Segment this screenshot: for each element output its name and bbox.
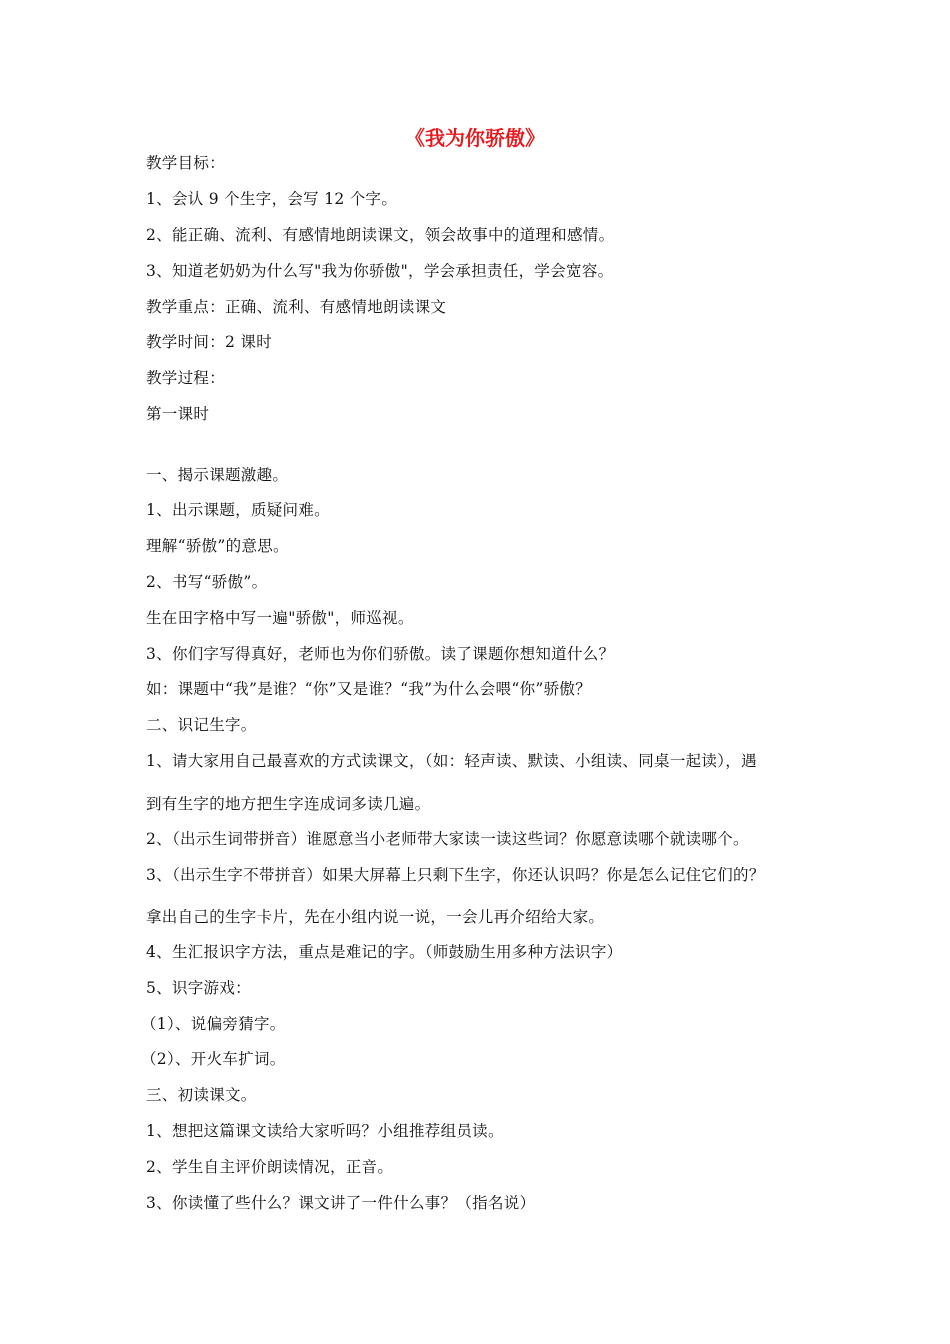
document-title: 《我为你骄傲》 bbox=[405, 126, 545, 150]
text-line: 2、书写“骄傲”。 bbox=[146, 573, 268, 591]
text-line: 3、你们字写得真好，老师也为你们骄傲。读了课题你想知道什么？ bbox=[146, 645, 615, 663]
text-line: 1、会认 9 个生字，会写 12 个字。 bbox=[146, 190, 398, 208]
text-line: （2）、开火车扩词。 bbox=[141, 1050, 286, 1068]
text-line: 3、你读懂了些什么？课文讲了一件什么事？（指名说） bbox=[146, 1194, 536, 1212]
text-line: 三、初读课文。 bbox=[146, 1086, 257, 1104]
text-line: 教学目标： bbox=[146, 154, 226, 172]
text-line: 到有生字的地方把生字连成词多读几遍。 bbox=[146, 795, 431, 813]
text-line: 2、能正确、流利、有感情地朗读课文，领会故事中的道理和感情。 bbox=[146, 226, 615, 244]
text-line: 5、识字游戏： bbox=[146, 979, 251, 997]
text-line: 1、出示课题，质疑问难。 bbox=[146, 501, 330, 519]
text-line: 2、（出示生词带拼音）谁愿意当小老师带大家读一读这些词？你愿意读哪个就读哪个。 bbox=[146, 830, 749, 848]
text-line: 一、揭示课题激趣。 bbox=[146, 466, 289, 484]
text-line: 理解“骄傲”的意思。 bbox=[146, 537, 289, 555]
text-line: 第一课时 bbox=[146, 405, 210, 423]
text-line: 教学时间：2 课时 bbox=[146, 333, 272, 351]
text-line: 3、知道老奶奶为什么写"我为你骄傲"，学会承担责任，学会宽容。 bbox=[146, 262, 614, 280]
text-line: 2、学生自主评价朗读情况，正音。 bbox=[146, 1158, 394, 1176]
text-line: （1）、说偏旁猜字。 bbox=[141, 1015, 286, 1033]
text-line: 4、生汇报识字方法，重点是难记的字。（师鼓励生用多种方法识字） bbox=[146, 943, 623, 961]
text-line: 生在田字格中写一遍"骄傲"，师巡视。 bbox=[146, 609, 414, 627]
text-line: 教学过程： bbox=[146, 369, 226, 387]
text-line: 拿出自己的生字卡片，先在小组内说一说，一会儿再介绍给大家。 bbox=[146, 908, 605, 926]
text-line: 教学重点：正确、流利、有感情地朗读课文 bbox=[146, 298, 447, 316]
text-line: 二、识记生字。 bbox=[146, 716, 257, 734]
text-line: 如：课题中“我”是谁？“你”又是谁？“我”为什么会喂“你”骄傲？ bbox=[146, 680, 591, 698]
text-line: 3、（出示生字不带拼音）如果大屏幕上只剩下生字，你还认识吗？你是怎么记住它们的？ bbox=[146, 866, 765, 884]
text-line: 1、想把这篇课文读给大家听吗？小组推荐组员读。 bbox=[146, 1122, 504, 1140]
text-line: 1、请大家用自己最喜欢的方式读课文，（如：轻声读、默读、小组读、同桌一起读），遇 bbox=[146, 752, 757, 770]
